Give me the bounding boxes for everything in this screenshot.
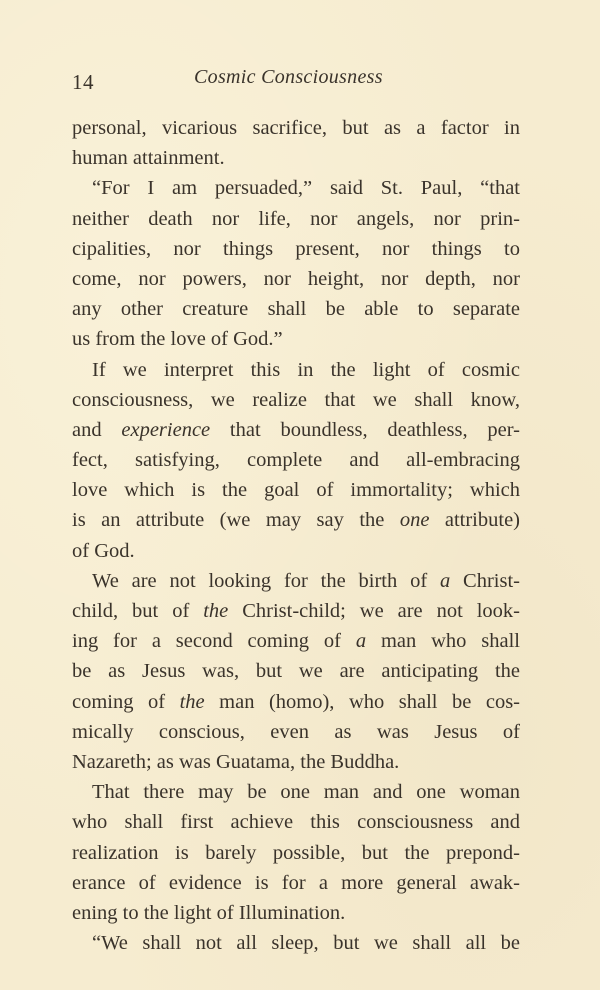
text-line <box>72 566 520 596</box>
text-span: attribute) <box>429 509 520 532</box>
paragraph <box>72 355 520 566</box>
paragraph <box>72 113 520 173</box>
text-line <box>72 415 520 445</box>
text-line: love which is the goal of immortality; which <box>72 479 520 502</box>
text-line: If we interpret this in the light of cosmic <box>92 358 520 381</box>
text-span: We are not looking for the birth of <box>92 569 440 592</box>
body-text <box>72 113 520 958</box>
emphasized-text: experience <box>121 418 211 441</box>
text-span: coming of <box>72 690 180 713</box>
text-span: man who shall <box>366 630 520 653</box>
running-title: Cosmic Consciousness <box>194 66 383 88</box>
text-span: ing for a second coming of <box>72 630 356 653</box>
emphasized-text: a <box>439 569 451 592</box>
paragraph <box>72 928 520 958</box>
text-span: that boundless, deathless, per- <box>210 418 520 441</box>
text-line: us from the love of God.” <box>72 328 283 351</box>
text-line: “We shall not all sleep, but we shall all be <box>92 932 520 955</box>
text-line: That there may be one man and one woman <box>92 781 520 804</box>
text-line: neither death nor life, nor angels, nor prin- <box>72 207 520 230</box>
text-line <box>72 687 520 717</box>
text-line: human attainment. <box>72 147 225 170</box>
text-span: Christ- <box>450 569 520 592</box>
text-span: Christ-child; we are not look- <box>228 600 520 622</box>
paragraph <box>72 566 520 777</box>
emphasized-text: the <box>203 600 229 622</box>
text-line <box>72 596 520 626</box>
text-line: come, nor powers, nor height, nor depth, nor <box>72 267 520 290</box>
text-span: and <box>72 418 122 441</box>
text-line <box>72 626 520 656</box>
text-span: man (homo), who shall be cos- <box>204 690 520 713</box>
emphasized-text: a <box>355 630 367 653</box>
text-line: any other creature shall be able to separate <box>72 298 520 321</box>
text-line: be as Jesus was, but we are anticipating the <box>72 660 520 683</box>
text-line: of God. <box>72 539 135 562</box>
text-line: who shall first achieve this consciousness and <box>72 811 520 834</box>
paragraph <box>72 777 520 928</box>
text-line: mically conscious, even as was Jesus of <box>72 720 520 743</box>
text-line: personal, vicarious sacrifice, but as a factor in <box>72 117 520 139</box>
paragraph <box>72 173 520 354</box>
text-span: is an attribute (we may say the <box>72 509 400 532</box>
page-number: 14 <box>72 70 94 94</box>
text-line: realization is barely possible, but the prepond- <box>72 841 520 864</box>
text-line: cipalities, nor things present, nor things to <box>72 237 520 260</box>
text-line <box>72 505 520 535</box>
text-line: Nazareth; as was Guatama, the Buddha. <box>72 750 400 773</box>
text-line: “For I am persuaded,” said St. Paul, “that <box>92 177 520 200</box>
page-header <box>72 66 530 96</box>
emphasized-text: one <box>399 509 430 532</box>
text-line: fect, satisfying, complete and all-embracing <box>72 449 520 472</box>
emphasized-text: the <box>179 690 205 713</box>
text-line: ening to the light of Illumination. <box>72 901 346 924</box>
text-span: child, but of <box>72 600 204 622</box>
text-line: erance of evidence is for a more general awak- <box>72 871 520 894</box>
text-line: consciousness, we realize that we shall know, <box>72 388 520 411</box>
